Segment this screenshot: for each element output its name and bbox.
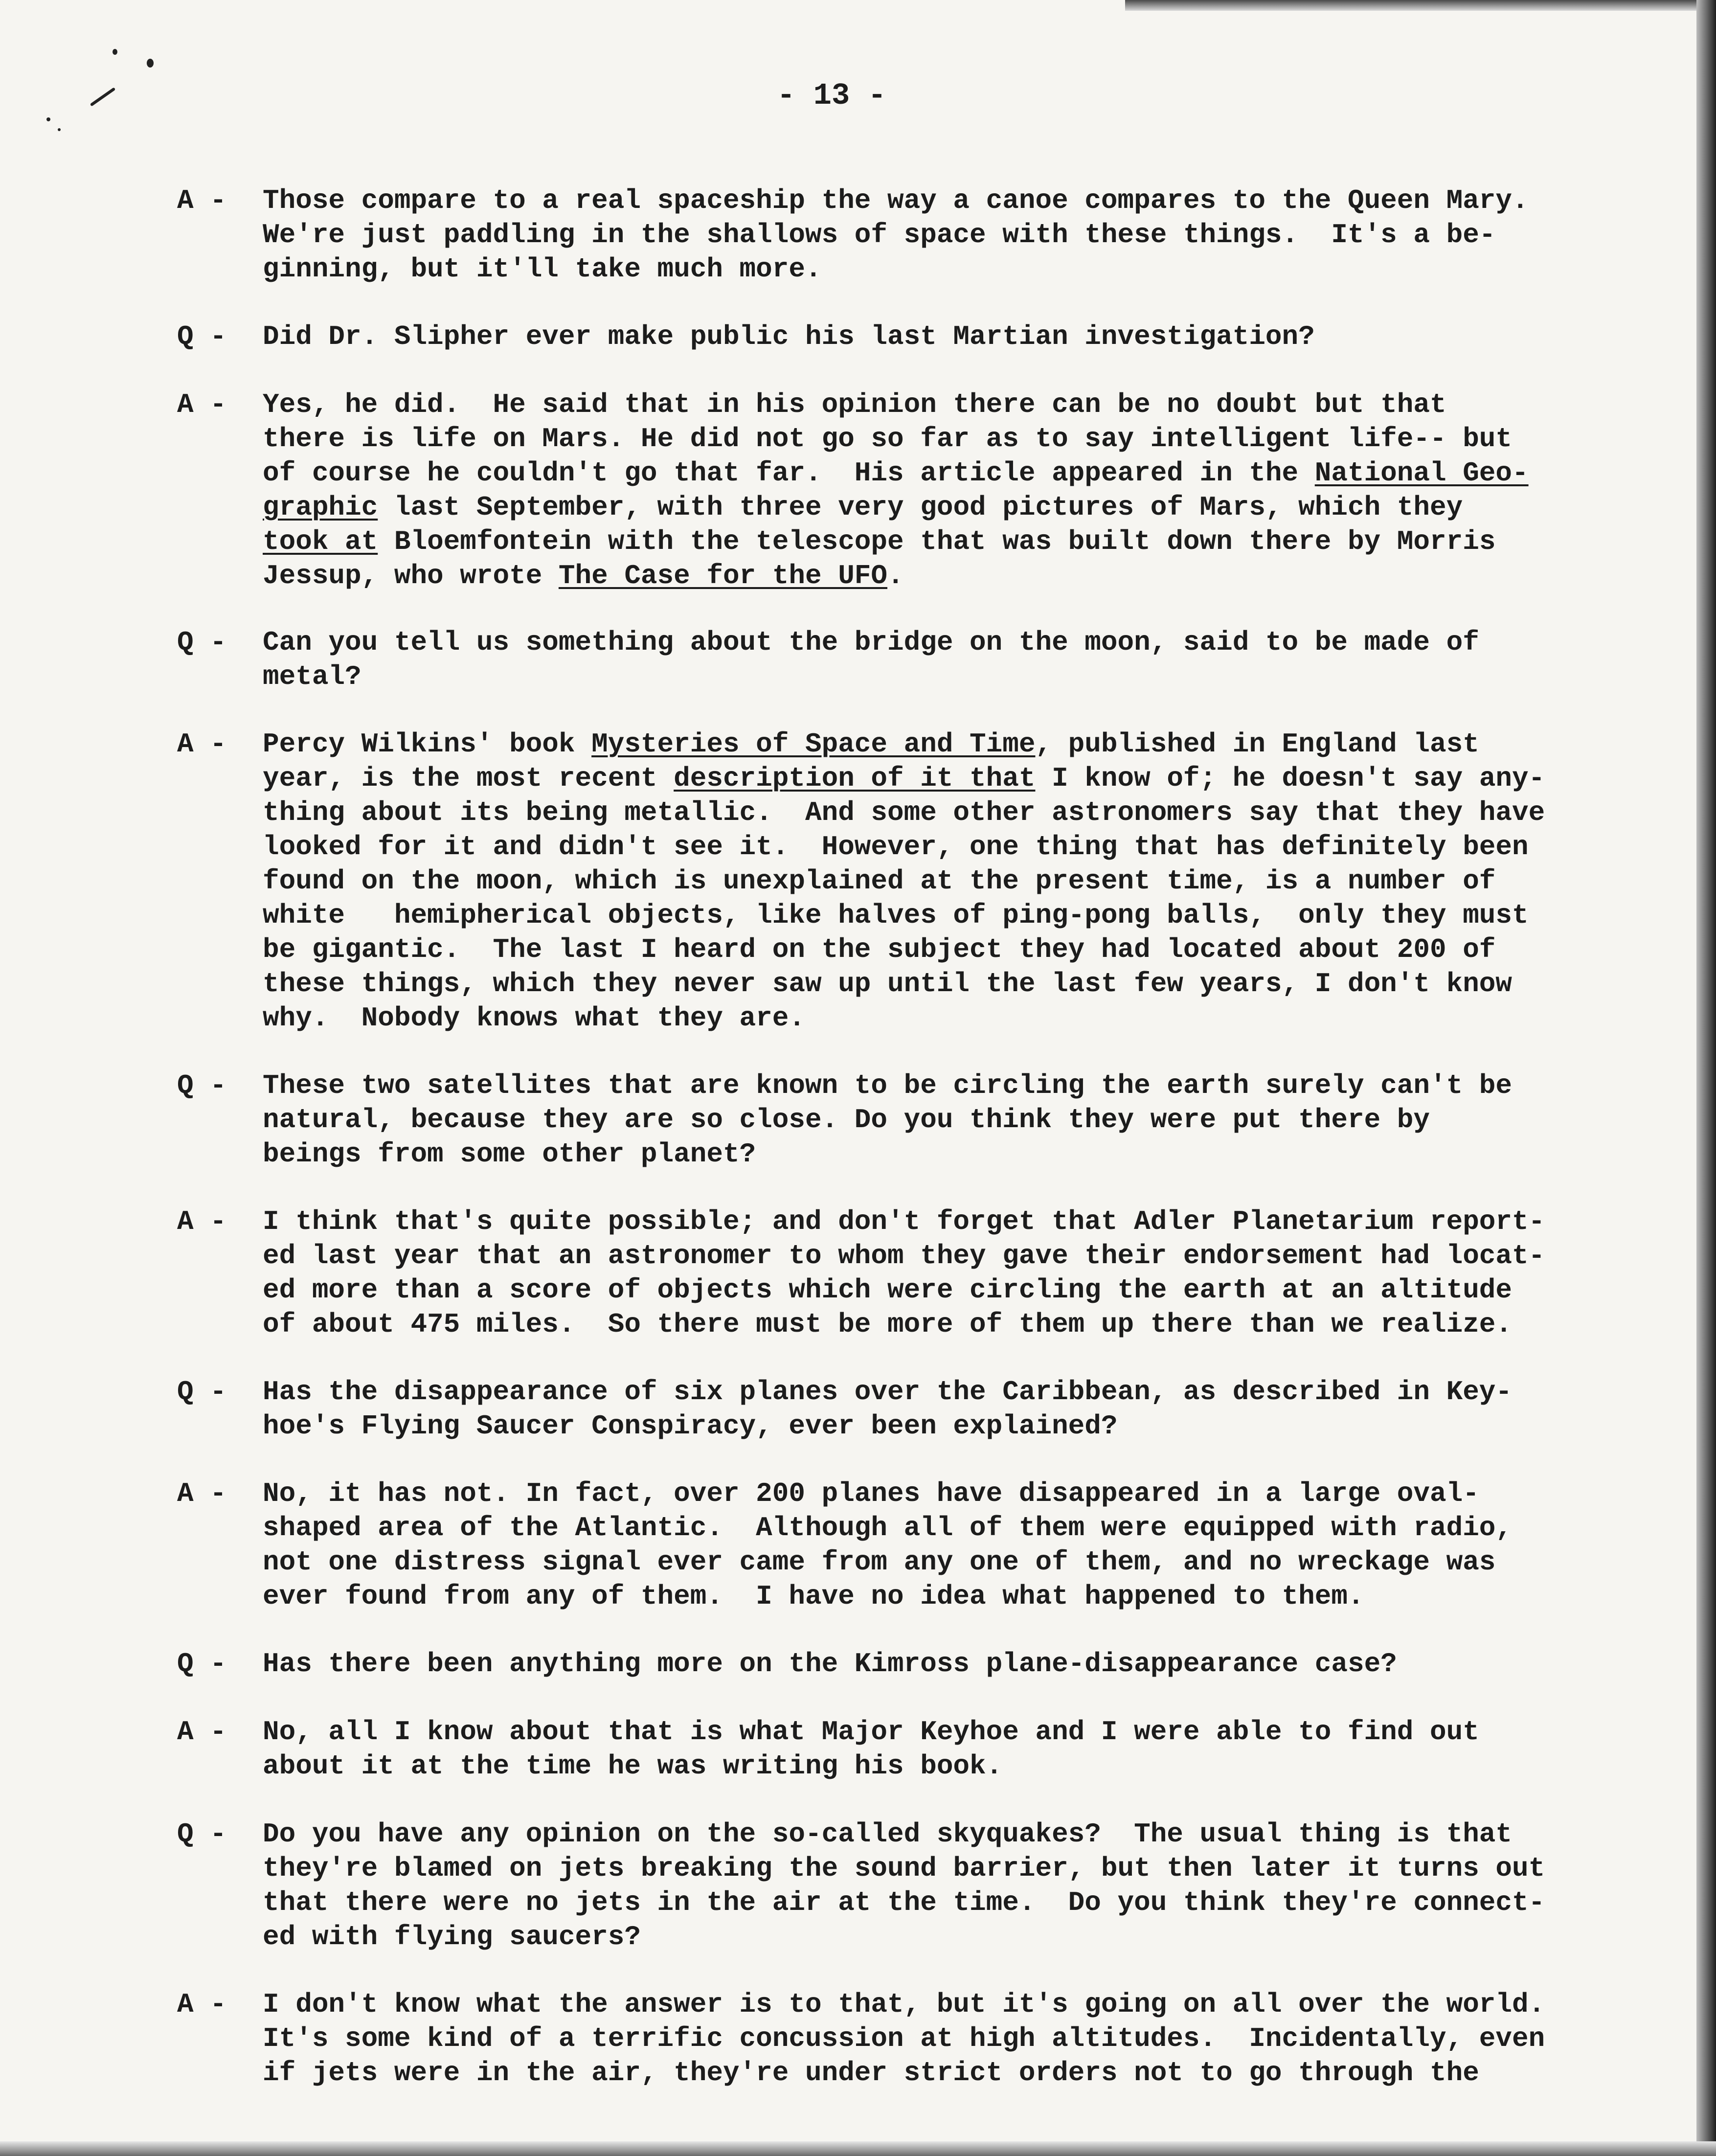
entry-label: A - — [177, 389, 226, 420]
entry-label: A - — [177, 1478, 226, 1509]
text-line: if jets were in the air, they're under strict orders not to go through the — [263, 2057, 1479, 2088]
text-line: there is life on Mars. He did not go so far as to say intelligent life-- but — [263, 423, 1513, 454]
text-line: Do you have any opinion on the so-called skyquakes? The usual thing is that — [263, 1818, 1513, 1850]
entry-text — [263, 1068, 1632, 1171]
text-line: Can you tell us something about the bridge on the moon, said to be made of — [263, 627, 1479, 658]
underlined-title: Mysteries of Space and Time — [591, 728, 1036, 760]
entry-label: A - — [177, 1206, 226, 1237]
text-line: We're just paddling in the shallows of space with these things. It's a be- — [263, 219, 1496, 250]
entry-label: A - — [177, 1989, 226, 2020]
underlined-segment: description of it that — [674, 763, 1036, 794]
text-line: Yes, he did. He said that in his opinion there can be no doubt but that — [263, 389, 1446, 420]
entry-label: Q - — [177, 1648, 226, 1679]
underlined-title: graphic — [263, 492, 378, 523]
entry-text — [263, 387, 1632, 593]
scan-edge-top — [1125, 0, 1716, 11]
text-line: thing about its being metallic. And some other astronomers say that they have — [263, 797, 1545, 828]
text-segment: year, is the most recent — [263, 763, 674, 794]
text-line — [263, 490, 1632, 524]
entry-text — [263, 1715, 1632, 1783]
text-line: found on the moon, which is unexplained at the present time, is a number of — [263, 865, 1496, 897]
entry-text — [263, 1817, 1632, 1954]
text-line: be gigantic. The last I heard on the subject they had located about 200 of — [263, 934, 1496, 965]
entry-text — [263, 1987, 1632, 2090]
text-line — [263, 559, 1632, 593]
text-segment: Jessup, who wrote — [263, 560, 559, 591]
scan-edge-right — [1696, 0, 1716, 2156]
text-line: It's some kind of a terrific concussion at high altitudes. Incidentally, even — [263, 2023, 1545, 2054]
text-line: natural, because they are so close. Do you think they were put there by — [263, 1104, 1430, 1135]
underlined-title: The Case for the UFO — [558, 560, 888, 591]
text-line — [263, 727, 1632, 761]
text-line — [263, 456, 1632, 490]
text-segment: , published in England last — [1035, 728, 1479, 760]
entry-text — [263, 1647, 1632, 1681]
scan-edge-bottom — [0, 2141, 1716, 2156]
text-line: No, it has not. In fact, over 200 planes have disappeared in a large oval- — [263, 1478, 1479, 1509]
text-line: about it at the time he was writing his book. — [263, 1750, 1003, 1782]
page-number: - 13 - — [777, 78, 886, 113]
text-line: ed last year that an astronomer to whom they gave their endorsement had locat- — [263, 1240, 1545, 1271]
entry-label: Q - — [177, 627, 226, 658]
text-line: hoe's Flying Saucer Conspiracy, ever been explained? — [263, 1410, 1118, 1442]
text-segment: . — [887, 560, 904, 591]
text-line: looked for it and didn't see it. However, one thing that has definitely been — [263, 831, 1529, 862]
text-line: white hemipherical objects, like halves of ping-pong balls, only they must — [263, 900, 1529, 931]
ink-speck — [58, 128, 61, 131]
text-line: shaped area of the Atlantic. Although all of them were equipped with radio, — [263, 1512, 1513, 1543]
text-line: I think that's quite possible; and don't forget that Adler Planetarium report- — [263, 1206, 1545, 1237]
text-segment: I know of; he doesn't say any- — [1035, 763, 1545, 794]
entry-text — [263, 625, 1632, 694]
text-line: ed more than a score of objects which were circling the earth at an altitude — [263, 1274, 1513, 1306]
entry-label: A - — [177, 1716, 226, 1747]
text-line: Has there been anything more on the Kimross plane-disappearance case? — [263, 1648, 1397, 1679]
entry-text — [263, 319, 1632, 354]
text-line: No, all I know about that is what Major Keyhoe and I were able to find out — [263, 1716, 1479, 1747]
entry-label: A - — [177, 728, 226, 760]
text-line: why. Nobody knows what they are. — [263, 1002, 805, 1034]
entry-text — [263, 1204, 1632, 1341]
ink-speck — [147, 59, 154, 68]
entry-label: Q - — [177, 321, 226, 352]
entry-text — [263, 1375, 1632, 1443]
text-line: ed with flying saucers? — [263, 1921, 641, 1952]
ink-speck — [46, 117, 50, 121]
entry-label: Q - — [177, 1818, 226, 1850]
text-line: I don't know what the answer is to that, but it's going on all over the world. — [263, 1989, 1545, 2020]
ink-speck — [90, 87, 116, 106]
entry-text — [263, 727, 1632, 1035]
text-line — [263, 761, 1632, 795]
entry-label: Q - — [177, 1070, 226, 1101]
text-line: they're blamed on jets breaking the sound barrier, but then later it turns out — [263, 1853, 1545, 1884]
ink-speck — [113, 49, 117, 55]
text-line — [263, 524, 1632, 559]
text-segment: Percy Wilkins' book — [263, 728, 592, 760]
underlined-title: National Geo- — [1314, 457, 1529, 489]
text-line: that there were no jets in the air at the time. Do you think they're connect- — [263, 1887, 1545, 1918]
text-line: Did Dr. Slipher ever make public his last Martian investigation? — [263, 321, 1315, 352]
entry-label: A - — [177, 185, 226, 216]
entry-label: Q - — [177, 1376, 226, 1407]
entry-text — [263, 1476, 1632, 1613]
text-segment: Bloemfontein with the telescope that was built down there by Morris — [378, 526, 1496, 557]
text-line: Has the disappearance of six planes over the Caribbean, as described in Key- — [263, 1376, 1513, 1407]
text-segment: of course he couldn't go that far. His article appeared in the — [263, 457, 1315, 489]
text-line: beings from some other planet? — [263, 1138, 756, 1170]
text-line: ginning, but it'll take much more. — [263, 253, 822, 285]
text-line: These two satellites that are known to be circling the earth surely can't be — [263, 1070, 1513, 1101]
text-segment: last September, with three very good pictures of Mars, which they — [378, 492, 1463, 523]
text-line: of about 475 miles. So there must be more of them up there than we realize. — [263, 1309, 1513, 1340]
text-line: ever found from any of them. I have no idea what happened to them. — [263, 1581, 1364, 1612]
underlined-segment: took at — [263, 526, 378, 557]
text-line: Those compare to a real spaceship the way a canoe compares to the Queen Mary. — [263, 185, 1529, 216]
text-line: these things, which they never saw up until the last few years, I don't know — [263, 968, 1513, 999]
entry-text — [263, 183, 1632, 286]
text-line: not one distress signal ever came from any one of them, and no wreckage was — [263, 1546, 1496, 1578]
text-line: metal? — [263, 661, 361, 692]
